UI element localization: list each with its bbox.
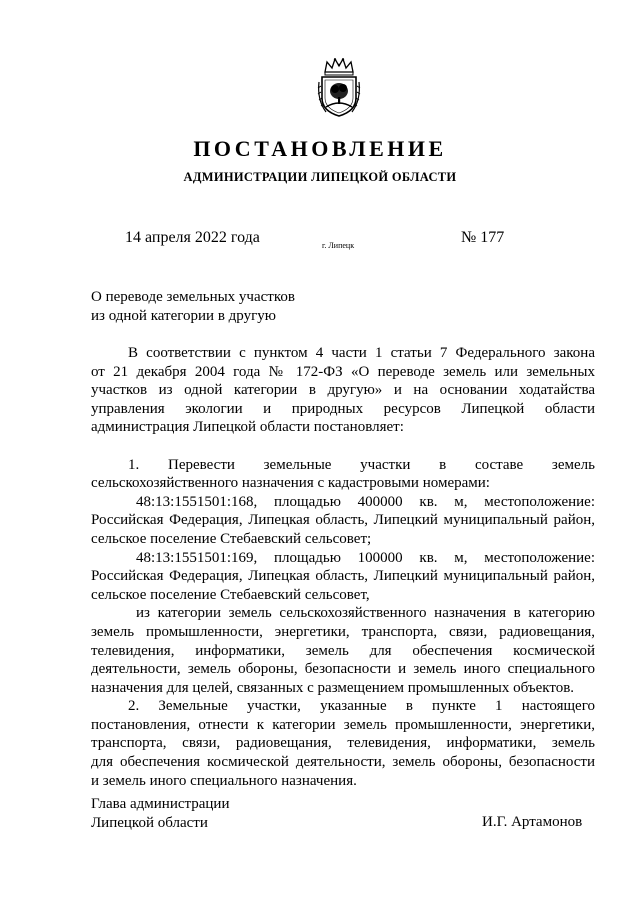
position-line: Липецкой области xyxy=(91,814,208,831)
body-line: 48:13:1551501:169, площадью 100000 кв. м, местоположение: xyxy=(136,549,595,566)
item-2-paragraph xyxy=(91,697,595,790)
body-line: 48:13:1551501:168, площадью 400000 кв. м, местоположение: xyxy=(136,493,595,510)
body-line: назначения для целей, связанных с размещением промышленных объектов. xyxy=(91,679,575,696)
transfer-paragraph xyxy=(91,604,595,697)
body-line: Российская Федерация, Липецкая область, Липецкий муниципальный район, xyxy=(91,568,595,585)
position-line: Глава администрации xyxy=(91,796,230,812)
signatory-name: И.Г. Артамонов xyxy=(482,814,583,830)
body-line: от 21 декабря 2004 года № 172-ФЗ «О переводе земель или земельных xyxy=(91,363,595,380)
parcel-2-paragraph xyxy=(91,549,595,605)
parcel-1-paragraph xyxy=(91,493,595,549)
document-subtitle: АДМИНИСТРАЦИИ ЛИПЕЦКОЙ ОБЛАСТИ xyxy=(183,170,457,184)
document-subject xyxy=(91,288,295,325)
signatory-position xyxy=(91,795,229,832)
document-place: г. Липецк xyxy=(322,241,355,250)
subject-line: из одной категории в другую xyxy=(91,307,276,324)
body-line: из категории земель сельскохозяйственного назначения в категорию xyxy=(136,605,595,622)
preamble-paragraph xyxy=(91,344,595,437)
document-title: ПОСТАНОВЛЕНИЕ xyxy=(193,136,447,161)
document-body xyxy=(91,344,595,790)
lipetsk-coat-of-arms-icon xyxy=(316,58,362,118)
body-line: транспорта, связи, радиовещания, телевидения, информатики, земель xyxy=(91,735,595,752)
document-number: № 177 xyxy=(461,229,505,246)
body-line: сельское поселение Стебаевский сельсовет; xyxy=(91,530,372,547)
body-line: В соответствии с пунктом 4 части 1 статьи 7 Федерального закона xyxy=(128,345,595,361)
body-line: 1. Перевести земельные участки в составе земель xyxy=(128,456,595,473)
body-line: 2. Земельные участки, указанные в пункте 1 настоящего xyxy=(128,698,595,715)
body-line: деятельности, земель обороны, безопасности и земель иного специального xyxy=(91,661,595,678)
document-date: 14 апреля 2022 года xyxy=(125,229,260,246)
body-line: земель промышленности, энергетики, транспорта, связи, радиовещания, xyxy=(91,623,595,640)
body-line: управления экологии и природных ресурсов Липецкой области xyxy=(91,400,595,417)
body-line: постановления, отнести к категории земель промышленности, энергетики, xyxy=(91,716,595,733)
body-line: сельское поселение Стебаевский сельсовет, xyxy=(91,586,370,603)
item-1-paragraph xyxy=(91,456,595,493)
body-line: телевидения, информатики, земель для обеспечения космической xyxy=(91,642,595,659)
body-line: администрация Липецкой области постановляет: xyxy=(91,419,404,436)
body-line: и земель иного специального назначения. xyxy=(91,772,357,789)
body-line: участков из одной категории в другую» и на основании ходатайства xyxy=(91,382,595,399)
subject-line: О переводе земельных участков xyxy=(91,289,295,305)
body-line: Российская Федерация, Липецкая область, Липецкий муниципальный район, xyxy=(91,512,595,529)
body-line: сельскохозяйственного назначения с кадастровыми номерами: xyxy=(91,475,490,492)
body-line: для обеспечения космической деятельности, земель обороны, безопасности xyxy=(91,754,595,771)
